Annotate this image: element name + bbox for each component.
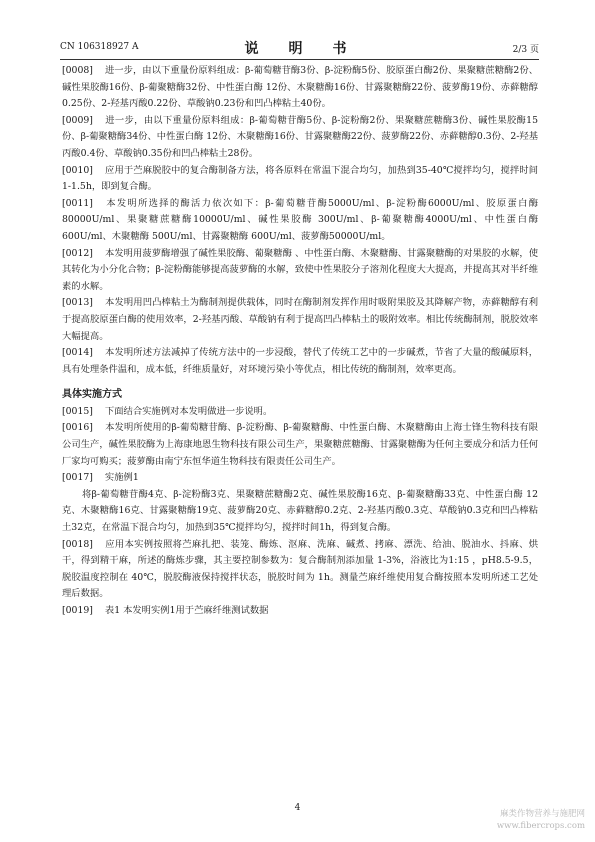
paragraph-number: [0016] <box>62 422 93 434</box>
paragraph-0017 <box>62 470 538 487</box>
paragraph-number: [0010] <box>62 164 93 176</box>
paragraph-text: 本发明所述方法减掉了传统方法中的一步浸酸，替代了传统工艺中的一步碱煮，节省了大量的酸碱原料，具有处理条件温和，成本低，纤维质量好，对环境污染小等优点，相比传统的酶制剂，效率更高。 <box>62 347 538 375</box>
paragraph-text: 本发明所使用的β-葡萄糖苷酶、β-淀粉酶、β-葡聚糖酶、中性蛋白酶、木聚糖酶由上海士锋生物科技有限公司生产，碱性果胶酶为上海康地恩生物科技有限公司生产，果聚糖蔗糖酶、甘露聚糖酶为任何主要成分和活力任何厂家均可购买；菠萝酶由南宁东恒华道生物科技有限责任公司生产。 <box>62 422 538 467</box>
paragraph-number: [0008] <box>62 65 93 76</box>
paragraph-0012 <box>62 246 538 296</box>
paragraph-0014 <box>62 345 538 378</box>
paragraph-text: 本发明所选择的酶活力依次如下：β-葡萄糖苷酶5000U/ml、β-淀粉酶6000U/ml、胶原蛋白酶80000U/ml、果聚糖蔗糖酶10000U/ml、碱性果胶酶 300U/ml、β-葡聚糖酶4000U/ml、中性蛋白酶 600U/ml、木聚糖酶 500U/ml、甘露聚糖酶 600U/ml、菠萝酶50000U/ml。 <box>62 197 538 242</box>
paragraph-number: [0018] <box>62 538 93 550</box>
paragraph-number: [0014] <box>62 347 93 359</box>
watermark-site-name: 麻类作物营养与施肥网 <box>499 809 585 819</box>
table-caption: 表1 本发明实例1用于苎麻纤维测试数据 <box>104 605 269 616</box>
document-body <box>62 63 538 620</box>
page-info: 2/3 页 <box>512 45 539 55</box>
paragraph-number: [0013] <box>62 297 93 309</box>
section-heading: 具体实施方式 <box>62 389 122 401</box>
document-title: 说 明 书 <box>244 41 355 57</box>
paragraph-text: 应用于苎麻脱胶中的复合酶制备方法，将各原料在常温下混合均匀，加热到35-40℃搅拌均匀，搅拌时间1-1.5h，即到复合酶。 <box>62 164 538 193</box>
header-rule <box>60 59 539 60</box>
paragraph-0019 <box>62 603 538 620</box>
paragraph-number: [0017] <box>62 472 93 484</box>
publication-number: CN 106318927 A <box>60 42 139 52</box>
paragraph-0008 <box>62 63 538 113</box>
paragraph-0011 <box>62 196 538 246</box>
paragraph-text: 本发明用凹凸棒粘土为酶制剂提供载体，同时在酶制剂发挥作用时吸附果胶及其降解产物，赤藓糖醇有利于提高胶原蛋白酶的使用效率，2-羟基丙酸、草酸钠有利于提高凹凸棒粘土的吸附效率。相比传统酶制剂，脱胶效率大幅提高。 <box>62 297 538 342</box>
watermark-url: www.fibercrops.com <box>496 821 585 831</box>
paragraph-number: [0015] <box>62 405 93 417</box>
watermark <box>467 808 585 832</box>
paragraph-text: 实施例1 <box>104 472 139 484</box>
paragraph-0013 <box>62 295 538 345</box>
paragraph-number: [0009] <box>62 114 93 126</box>
paragraph-0015 <box>62 404 538 421</box>
paragraph-text: 下面结合实施例对本发明做进一步说明。 <box>104 405 273 417</box>
paragraph-0018 <box>62 537 538 603</box>
example-1-description <box>62 487 538 537</box>
paragraph-text: 应用本实例按照将苎麻扎把、装笼、酶炼、沤麻、洗麻、碱煮、拷麻、漂洗、给油、脱油水、抖麻、烘干，得到精干麻，所述的酶炼步骤，其主要控制参数为：复合酶制剂添加量 1-3%，浴液比为1:15 ，pH8.5-9.5，脱胶温度控制在 40℃，脱胶酶液保持搅拌状态，脱胶时间为 1h。测量苎麻纤维使用复合酶按照本发明所述工艺处理后数据。 <box>62 538 538 600</box>
paragraph-number: [0012] <box>62 247 93 259</box>
paragraph-number: [0019] <box>62 605 93 616</box>
page-number: 4 <box>294 803 301 813</box>
paragraph-text: 本发明用菠萝酶增强了碱性果胶酶、葡聚糖酶 、中性蛋白酶、木聚糖酶、甘露聚糖酶的对果胶的水解，使其转化为小分化合物；β-淀粉酶能够提高菠萝酶的水解，致使中性果胶分子溶剂化程度大大提高，并提高其对半纤维素的水解。 <box>62 247 538 292</box>
paragraph-0010 <box>62 163 538 196</box>
paragraph-0016 <box>62 420 538 470</box>
page-header <box>60 38 539 58</box>
paragraph-text: 进一步，由以下重量份原料组成：β-葡萄糖苷酶3份、β-淀粉酶5份、胶原蛋白酶2份、果聚糖蔗糖酶2份、碱性果胶酶16份、β-葡聚糖酶32份、中性蛋白酶 12份、木聚糖酶16份、甘露聚糖酶22份、菠萝酶19份、赤藓糖醇0.25份、2-羟基丙酸0.22份、草酸钠0.23份和凹凸棒粘土40份。 <box>62 65 538 110</box>
paragraph-number: [0011] <box>62 197 93 209</box>
paragraph-text: 进一步，由以下重量份原料组成：β-葡萄糖苷酶5份、β-淀粉酶2份、果聚糖蔗糖酶3份、碱性果胶酶15份、β-葡聚糖酶34份、中性蛋白酶 12份、木聚糖酶16份、甘露聚糖酶22份、菠萝酶22份、赤藓糖醇0.3份、2-羟基丙酸0.4份、草酸钠0.35份和凹凸棒粘土28份。 <box>62 114 538 159</box>
paragraph-0009 <box>62 113 538 163</box>
paragraph-text: 将β-葡萄糖苷酶4克、β-淀粉酶3克、果聚糖蔗糖酶2克、碱性果胶酶16克、β-葡聚糖酶33克、中性蛋白酶 12克、木聚糖酶16克、甘露聚糖酶19克、菠萝酶20克、赤藓糖醇0.2克、2-羟基丙酸0.3克、草酸钠0.3克和凹凸棒粘土32克，在常温下混合均匀，加热到35℃搅拌均匀，搅拌时间1h，得到复合酶。 <box>62 488 538 534</box>
